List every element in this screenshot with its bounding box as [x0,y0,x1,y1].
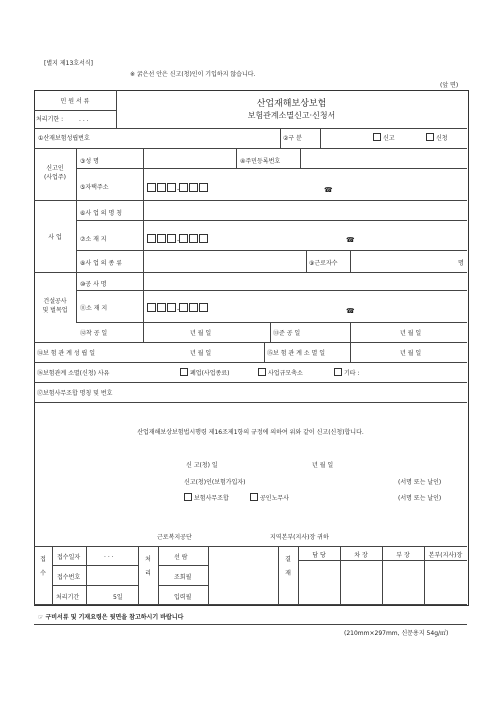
declaration-text: 산업재해보상보험법시행령 제16조제1항의 규정에 의하여 위와 같이 신고(신청)합니다. [137,429,364,436]
chief-label: 차 장 [354,552,368,559]
phone-icon-business: ☎ [346,236,355,244]
manager-label: 부 장 [396,552,410,559]
closure-label: 폐업(사업종료) [190,370,230,377]
association-checkbox[interactable] [184,493,192,501]
finish-date-label: ⑬준 공 일 [273,330,301,337]
agent-option-labor-attorney[interactable] [250,493,289,502]
process-label: 처 리 [145,556,151,577]
start-date-label: ⑫착 공 일 [80,330,108,337]
worker-unit: 명 [458,260,464,267]
resident-no-label: ④주민등록번호 [240,158,281,165]
cons-location-label: ⑪소 재 지 [80,305,108,312]
other-label: 기타 : [344,370,360,377]
apply-checkbox[interactable] [426,133,434,141]
check-label: 조회필 [174,574,192,581]
reason-option-downsize[interactable] [258,368,303,377]
category-label: ②구 분 [283,135,302,142]
doc-type-label: 민 원 서 류 [60,98,90,105]
approval-label: 결 재 [285,556,291,577]
receipt-no-label: 접수번호 [57,574,81,581]
staff-label: 담 당 [312,552,326,559]
cons-name-label: ⑩공 사 명 [80,281,107,288]
agent-option-association[interactable] [184,493,229,502]
labor-attorney-label: 공인노무사 [260,495,289,502]
review-label: 선 람 [174,554,188,561]
phone-icon-construction: ☎ [346,307,355,315]
reporter-group-label: 신고인 (사업주) [43,165,67,181]
signature-note-2: (서명 또는 날인) [398,495,442,502]
header-note: ※ 굵은선 안은 신고(청)인이 기입하지 않습니다. [130,71,256,78]
biz-postcode[interactable]: - [147,227,209,246]
addressee-right: 지역본부(지사)장 귀하 [270,534,329,541]
processing-period-value: 5일 [113,594,123,601]
addressee-left: 근로복지공단 [157,534,192,541]
footer-instruction: ☞ 구비서류 및 기재요령은 뒷면을 참고하시기 바랍니다 [38,614,184,621]
insurance-no-label: ①산재보험성립번호 [38,135,90,142]
reason-option-closure[interactable] [180,368,229,377]
terminated-value[interactable]: 년 월 일 [400,350,422,357]
business-group-label: 사 업 [48,234,62,241]
office-label: ⑰보험사무조합 명칭 및 번호 [37,390,113,397]
established-label: ⑭보 험 관 계 성 립 일 [37,350,96,357]
biz-type-label: ⑧사 업 의 종 류 [80,260,122,267]
biz-name-label: ⑥사 업 의 명 칭 [80,210,122,217]
reason-option-other[interactable] [334,368,360,377]
finish-date-value[interactable]: 년 월 일 [400,330,422,337]
address-label: ⑤자택주소 [80,184,109,191]
worker-count-label: ⑨근로자수 [309,260,338,267]
other-checkbox[interactable] [334,368,342,376]
report-checkbox[interactable] [373,133,381,141]
deadline-label: 처리기한 : [36,116,64,123]
receipt-date-value[interactable]: . . . [104,552,114,559]
option-report[interactable] [373,133,395,142]
start-date-value[interactable]: 년 월 일 [190,330,212,337]
name-label: ③성 명 [80,158,99,165]
form-number: [별지 제13호서식] [44,60,93,67]
signature-note-1: (서명 또는 날인) [398,479,442,486]
phone-icon: ☎ [324,186,333,194]
association-label: 보험사무조합 [194,495,229,502]
page-side: (앞 면) [440,82,459,89]
apply-option-label: 신청 [436,135,448,142]
biz-location-label: ⑦소 재 지 [80,236,107,243]
form-subtitle: 보험관계소멸신고·신청서 [247,111,336,120]
reason-label: ⑯보험관계 소멸(신청) 사유 [37,370,110,377]
labor-attorney-checkbox[interactable] [250,493,258,501]
downsize-label: 사업규모축소 [268,370,303,377]
terminated-label: ⑮보 험 관 계 소 멸 일 [267,350,326,357]
reporter-label: 신고(청)인(보험가입자) [184,479,246,486]
declaration-date-label: 신 고(청) 일 [186,462,218,469]
receipt-label: 접 수 [40,556,46,577]
receipt-date-label: 접수일자 [57,554,81,561]
option-apply[interactable] [426,133,448,142]
report-option-label: 신고 [383,135,395,142]
downsize-checkbox[interactable] [258,368,266,376]
paper-size: (210mm×297mm, 신문용지 54g/㎡) [344,630,449,637]
established-value[interactable]: 년 월 일 [190,350,212,357]
construction-group-label: 건설공사 및 벌목업 [42,298,68,314]
processing-period-label: 처리기간 [56,594,80,601]
address-postcode[interactable]: - [147,176,209,195]
input-label: 입력필 [174,594,192,601]
cons-postcode[interactable]: - [147,296,209,315]
closure-checkbox[interactable] [180,368,188,376]
declaration-date-value[interactable]: 년 월 일 [312,462,334,469]
doc-type-box [34,90,117,128]
form-title: 산업재해보상보험 [256,99,327,109]
director-label: 본부(지사)장 [428,552,463,559]
deadline-value: . . . [79,116,89,123]
